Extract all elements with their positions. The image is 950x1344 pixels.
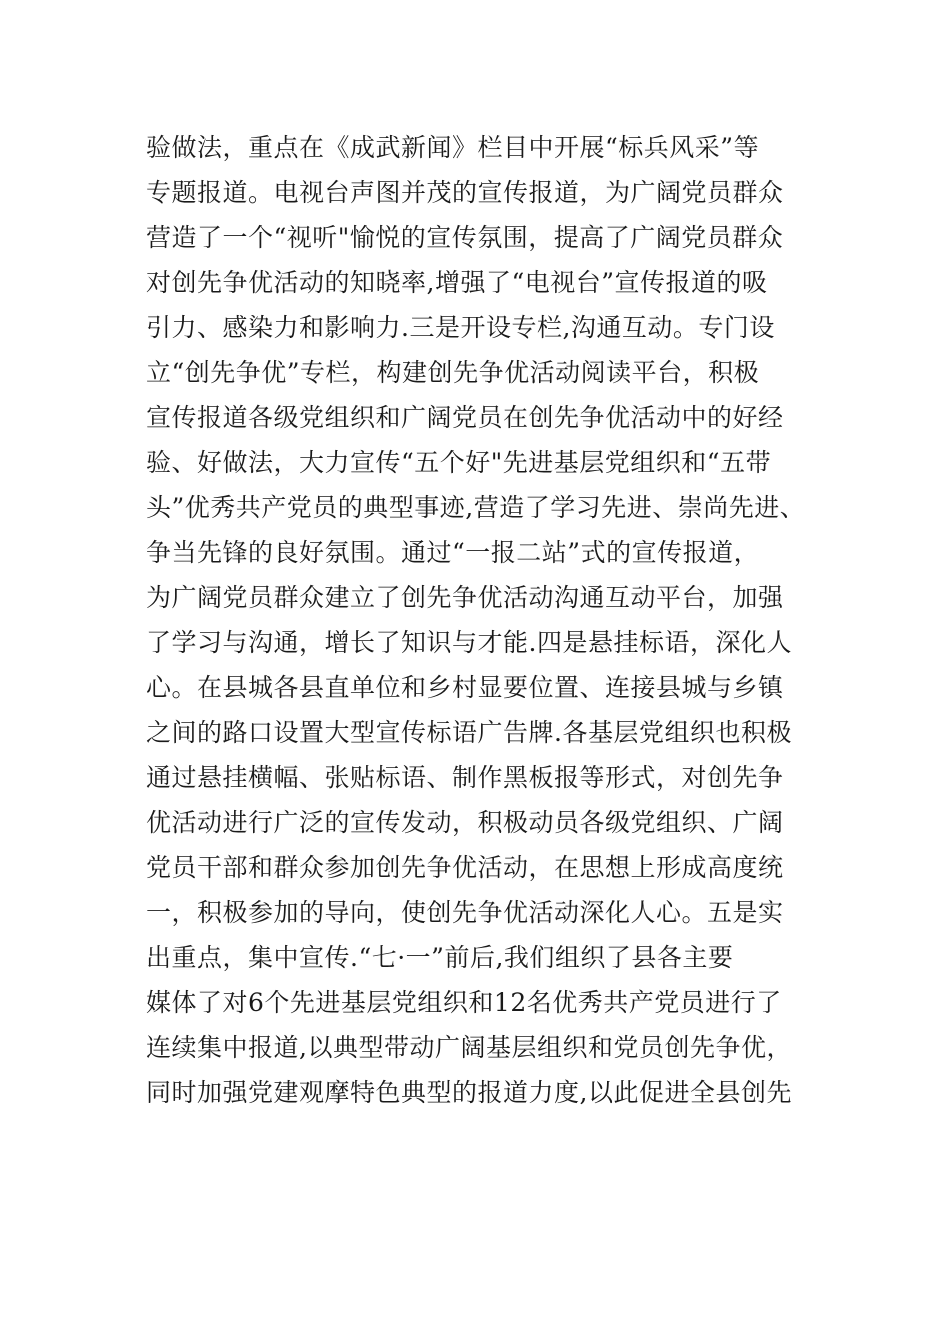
text-line: 为广阔党员群众建立了创先争优活动沟通互动平台，加强 xyxy=(146,583,784,612)
text-line: 同时加强党建观摩特色典型的报道力度,以此促进全县创先 xyxy=(146,1078,792,1107)
text-line: 引力、感染力和影响力.三是开设专栏,沟通互动。专门设 xyxy=(146,313,775,342)
text-line: 连续集中报道,以典型带动广阔基层组织和党员创先争优， xyxy=(146,1033,792,1062)
text-line: 之间的路口设置大型宣传标语广告牌.各基层党组织也积极 xyxy=(146,718,792,747)
text-line: 一，积极参加的导向，使创先争优活动深化人心。五是实 xyxy=(146,898,784,927)
text-line: 营造了一个“视听"愉悦的宣传氛围，提高了广阔党员群众 xyxy=(146,223,784,252)
text-line: 媒体了对6个先进基层党组织和12名优秀共产党员进行了 xyxy=(146,988,782,1017)
text-line: 了学习与沟通，增长了知识与才能.四是悬挂标语，深化人 xyxy=(146,628,792,657)
text-line: 验做法，重点在《成武新闻》栏目中开展“标兵风采”等 xyxy=(146,133,760,162)
text-line: 通过悬挂横幅、张贴标语、制作黑板报等形式，对创先争 xyxy=(146,763,784,792)
text-line: 对创先争优活动的知晓率,增强了“电视台”宣传报道的吸 xyxy=(146,268,768,297)
body-text xyxy=(146,130,806,1120)
text-line: 优活动进行广泛的宣传发动，积极动员各级党组织、广阔 xyxy=(146,808,784,837)
text-line: 党员干部和群众参加创先争优活动，在思想上形成高度统 xyxy=(146,853,784,882)
text-line: 心。在县城各县直单位和乡村显要位置、连接县城与乡镇 xyxy=(146,673,784,702)
text-line: 出重点，集中宣传.“七·一”前后,我们组织了县各主要 xyxy=(146,943,734,972)
text-line: 验、好做法，大力宣传“五个好"先进基层党组织和“五带 xyxy=(146,448,772,477)
text-line: 立“创先争优”专栏，构建创先争优活动阅读平台，积极 xyxy=(146,358,760,387)
text-line: 争当先锋的良好氛围。通过“一报二站”式的宣传报道， xyxy=(146,538,760,567)
text-line: 专题报道。电视台声图并茂的宣传报道，为广阔党员群众 xyxy=(146,178,784,207)
text-line: 头”优秀共产党员的典型事迹,营造了学习先进、崇尚先进、 xyxy=(146,493,806,522)
text-line: 宣传报道各级党组织和广阔党员在创先争优活动中的好经 xyxy=(146,403,784,432)
